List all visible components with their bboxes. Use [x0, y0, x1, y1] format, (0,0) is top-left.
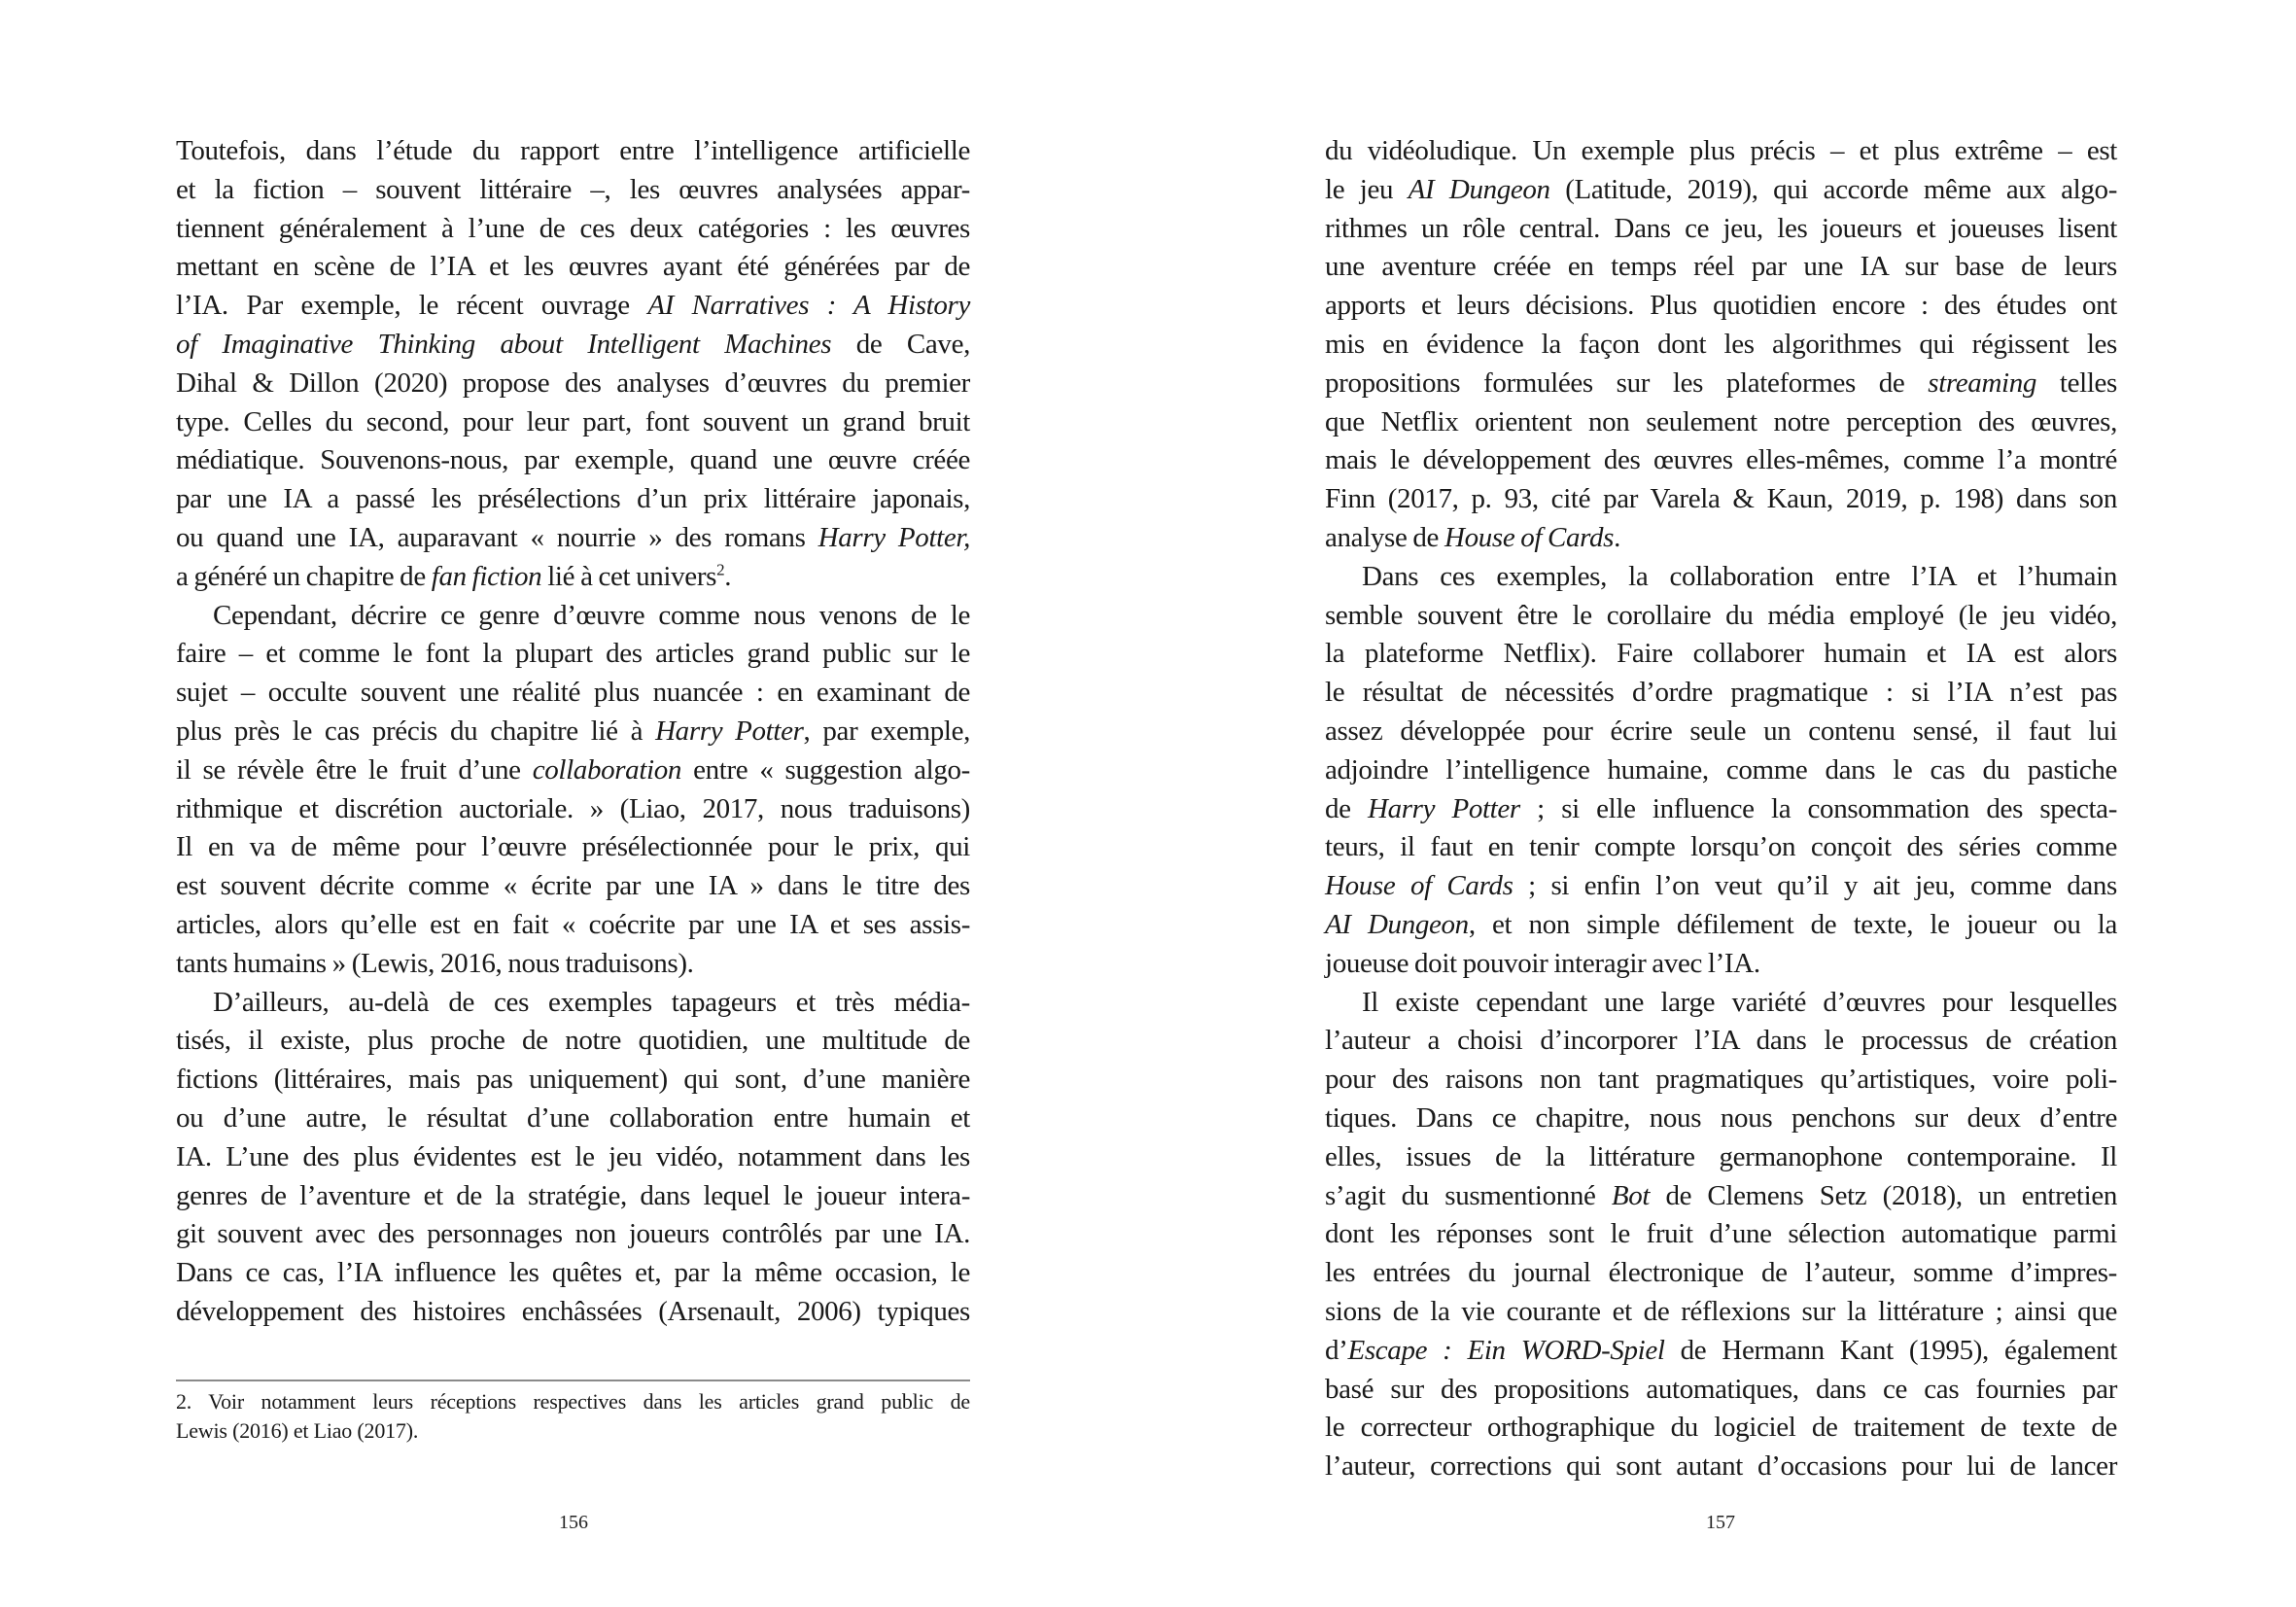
- italic-text: of Imaginative Thinking about Intelligent Machines: [176, 328, 832, 360]
- text-segment: assez développée pour écrire seule un contenu sensé, il faut lui: [1325, 715, 2117, 747]
- text-segment: de Hermann Kant (1995), également: [1664, 1334, 2117, 1366]
- text-line: [1325, 597, 2117, 636]
- text-line: [1325, 1061, 2117, 1100]
- text-line: [1325, 1138, 2117, 1177]
- text-segment: rithmique et discrétion auctoriale. » (Liao, 2017, nous traduisons): [176, 792, 970, 824]
- text-line: [1325, 287, 2117, 326]
- text-line: [1325, 132, 2117, 171]
- text-segment: sujet – occulte souvent une réalité plus nuancée : en examinant de: [176, 677, 970, 709]
- text-segment: , par exemple,: [803, 715, 970, 747]
- text-segment: développement des histoires enchâssées (Arsenault, 2006) typiques: [176, 1295, 970, 1327]
- text-line: [176, 1254, 970, 1293]
- text-segment: basé sur des propositions automatiques, dans ce cas fournies par: [1325, 1373, 2117, 1405]
- text-segment: l’IA. Par exemple, le récent ouvrage: [176, 290, 648, 322]
- footnote-line: 2. Voir notamment leurs réceptions respectives dans les articles grand public de: [176, 1389, 970, 1414]
- text-line: [176, 1177, 970, 1216]
- page-number-left: 156: [559, 1512, 588, 1533]
- text-segment: s’agit du susmentionné: [1325, 1179, 1612, 1211]
- text-segment: plus près le cas précis du chapitre lié à: [176, 715, 656, 747]
- text-segment: par une IA a passé les présélections d’un prix littéraire japonais,: [176, 483, 970, 515]
- text-segment: (Latitude, 2019), qui accorde même aux algo-: [1549, 173, 2117, 205]
- text-segment: ou d’une autre, le résultat d’une collaboration entre humain et: [176, 1101, 970, 1134]
- text-line: [176, 365, 970, 403]
- text-line: [1325, 906, 2117, 945]
- text-line: [1325, 326, 2117, 365]
- footnote-area: [176, 1380, 970, 1446]
- text-segment: d’: [1325, 1334, 1348, 1366]
- text-segment: dont les réponses sont le fruit d’une sélection automatique parmi: [1325, 1218, 2117, 1250]
- text-line: [1325, 1215, 2117, 1254]
- text-line: [1325, 1293, 2117, 1332]
- text-line: [1325, 1100, 2117, 1138]
- italic-text: streaming: [1928, 367, 2037, 399]
- text-segment: tisés, il existe, plus proche de notre quotidien, une multitude de: [176, 1025, 970, 1057]
- text-line: [1325, 1371, 2117, 1410]
- text-segment: articles, alors qu’elle est en fait « coécrite par une IA et ses assis-: [176, 908, 970, 940]
- text-segment: , et non simple défilement de texte, le joueur ou la: [1468, 908, 2118, 940]
- text-segment: mis en évidence la façon dont les algorithmes qui régissent les: [1325, 328, 2117, 360]
- text-line: [1325, 635, 2117, 674]
- text-segment: sions de la vie courante et de réflexions sur la littérature ; ainsi que: [1325, 1295, 2117, 1327]
- italic-text: House of Cards: [1444, 521, 1615, 553]
- text-line: [176, 1022, 970, 1061]
- text-line: [1325, 441, 2117, 480]
- text-line: [1325, 1448, 2117, 1486]
- text-segment: le résultat de nécessités d’ordre pragmatique : si l’IA n’est pas: [1325, 677, 2117, 709]
- text-segment: Dans ces exemples, la collaboration entre l’IA et l’humain: [1362, 560, 2117, 592]
- text-line: [176, 480, 970, 519]
- text-segment: teurs, il faut en tenir compte lorsqu’on conçoit des séries comme: [1325, 831, 2117, 863]
- text-line: [1325, 1254, 2117, 1293]
- text-segment: l’auteur, corrections qui sont autant d’occasions pour lui de lancer: [1325, 1450, 2117, 1483]
- text-segment: genres de l’aventure et de la stratégie, dans lequel le joueur intera-: [176, 1179, 970, 1211]
- text-line: [1325, 248, 2117, 287]
- italic-text: Escape : Ein WORD-Spiel: [1347, 1334, 1665, 1366]
- text-segment: l’auteur a choisi d’incorporer l’IA dans le processus de création: [1325, 1025, 2117, 1057]
- text-segment: le jeu: [1325, 173, 1409, 205]
- text-line: [176, 1100, 970, 1138]
- right-page: [1148, 0, 2296, 1607]
- text-segment: tiques. Dans ce chapitre, nous nous penchons sur deux d’entre: [1325, 1101, 2117, 1134]
- text-segment: D’ailleurs, au-delà de ces exemples tapageurs et très média-: [213, 986, 970, 1018]
- text-line: [1325, 519, 2117, 558]
- text-segment: le correcteur orthographique du logiciel de traitement de texte de: [1325, 1412, 2117, 1444]
- text-segment: Toutefois, dans l’étude du rapport entre l’intelligence artificielle: [176, 135, 970, 166]
- text-line: [176, 984, 970, 1023]
- text-segment: Il en va de même pour l’œuvre présélectionnée pour le prix, qui: [176, 831, 970, 863]
- right-page-body-text: [1325, 132, 2117, 1486]
- text-line: [1325, 403, 2117, 442]
- text-line: [176, 132, 970, 171]
- text-segment: Il existe cependant une large variété d’œuvres pour lesquelles: [1362, 986, 2117, 1018]
- text-line: [1325, 674, 2117, 713]
- text-segment: fictions (littéraires, mais pas uniquement) qui sont, d’une manière: [176, 1064, 970, 1096]
- text-line: [176, 171, 970, 210]
- text-line: [176, 210, 970, 249]
- text-segment: tants humains » (Lewis, 2016, nous traduisons).: [176, 947, 694, 979]
- text-line: [176, 597, 970, 636]
- text-segment: telles: [2036, 367, 2117, 399]
- text-line: [176, 287, 970, 326]
- text-segment: ou quand une IA, auparavant « nourrie » des romans: [176, 521, 818, 553]
- text-segment: Dihal & Dillon (2020) propose des analyses d’œuvres du premier: [176, 367, 970, 399]
- text-segment: Finn (2017, p. 93, cité par Varela & Kaun, 2019, p. 198) dans son: [1325, 483, 2117, 515]
- italic-text: AI Dungeon: [1325, 908, 1469, 940]
- text-line: [1325, 171, 2117, 210]
- text-line: [176, 1293, 970, 1332]
- text-segment: et la fiction – souvent littéraire –, les œuvres analysées appar-: [176, 173, 970, 205]
- footnote-line: Lewis (2016) et Liao (2017).: [176, 1418, 419, 1443]
- text-line: [176, 674, 970, 713]
- text-line: [176, 558, 970, 597]
- text-segment: type. Celles du second, pour leur part, font souvent un grand bruit: [176, 405, 970, 437]
- text-segment: de Cave,: [831, 328, 971, 360]
- text-segment: la plateforme Netflix). Faire collaborer humain et IA est alors: [1325, 638, 2117, 670]
- italic-text: Harry Potter,: [818, 521, 971, 553]
- text-line: [176, 326, 970, 365]
- italic-text: collaboration: [532, 753, 682, 786]
- text-line: [176, 713, 970, 751]
- italic-text: AI Dungeon: [1408, 173, 1550, 205]
- text-line: [176, 635, 970, 674]
- page-number-right: 157: [1706, 1512, 1735, 1533]
- text-segment: médiatique. Souvenons-nous, par exemple, quand une œuvre créée: [176, 444, 970, 476]
- footnote-reference: 2: [716, 560, 725, 579]
- text-segment: Dans ce cas, l’IA influence les quêtes et, par la même occasion, le: [176, 1257, 970, 1289]
- text-segment: il se révèle être le fruit d’une: [176, 753, 533, 786]
- text-line: [176, 1215, 970, 1254]
- text-line: [1325, 1332, 2117, 1371]
- text-segment: de: [1325, 792, 1368, 824]
- italic-text: Bot: [1611, 1179, 1651, 1211]
- text-line: [1325, 480, 2117, 519]
- text-segment: .: [1614, 521, 1620, 553]
- text-line: [176, 945, 970, 984]
- text-line: [1325, 1409, 2117, 1448]
- text-line: [176, 751, 970, 790]
- text-line: [176, 790, 970, 829]
- text-segment: adjoindre l’intelligence humaine, comme dans le cas du pastiche: [1325, 753, 2117, 786]
- text-segment: Cependant, décrire ce genre d’œuvre comme nous venons de le: [213, 599, 970, 631]
- text-line: [176, 248, 970, 287]
- text-segment: apports et leurs décisions. Plus quotidien encore : des études ont: [1325, 290, 2117, 322]
- text-segment: .: [724, 560, 732, 592]
- italic-text: Harry Potter: [655, 715, 804, 747]
- text-segment: pour des raisons non tant pragmatiques qu’artistiques, voire poli-: [1325, 1064, 2117, 1096]
- text-line: [176, 906, 970, 945]
- text-segment: joueuse doit pouvoir interagir avec l’IA.: [1325, 947, 1760, 979]
- text-segment: entre « suggestion algo-: [681, 753, 970, 786]
- italic-text: Harry Potter: [1368, 792, 1520, 824]
- text-segment: les entrées du journal électronique de l’auteur, somme d’impres-: [1325, 1257, 2117, 1289]
- text-segment: propositions formulées sur les plateformes de: [1325, 367, 1929, 399]
- text-line: [1325, 1022, 2117, 1061]
- left-page-body-text: [176, 132, 970, 1332]
- text-line: [1325, 945, 2117, 984]
- text-segment: a généré un chapitre de: [176, 560, 432, 592]
- text-segment: IA. L’une des plus évidentes est le jeu vidéo, notamment dans les: [176, 1140, 970, 1172]
- italic-text: House of Cards: [1325, 870, 1513, 902]
- text-segment: du vidéoludique. Un exemple plus précis – et plus extrême – est: [1325, 135, 2117, 166]
- text-line: [1325, 751, 2117, 790]
- text-line: [176, 519, 970, 558]
- text-segment: semble souvent être le corollaire du média employé (le jeu vidéo,: [1325, 599, 2117, 631]
- text-segment: ; si enfin l’on veut qu’il y ait jeu, comme dans: [1513, 870, 2117, 902]
- text-line: [176, 1138, 970, 1177]
- text-line: [1325, 210, 2117, 249]
- text-segment: rithmes un rôle central. Dans ce jeu, les joueurs et joueuses lisent: [1325, 212, 2117, 244]
- text-segment: elles, issues de la littérature germanophone contemporaine. Il: [1325, 1140, 2117, 1172]
- text-segment: lié à cet univers: [541, 560, 717, 592]
- italic-text: AI Narratives : A History: [647, 290, 970, 322]
- text-segment: ; si elle influence la consommation des specta-: [1519, 792, 2117, 824]
- text-line: [1325, 558, 2117, 597]
- text-segment: faire – et comme le font la plupart des articles grand public sur le: [176, 638, 970, 670]
- text-line: [176, 867, 970, 906]
- text-line: [176, 1061, 970, 1100]
- text-line: [176, 403, 970, 442]
- text-line: [1325, 365, 2117, 403]
- text-segment: mettant en scène de l’IA et les œuvres ayant été générées par de: [176, 251, 970, 283]
- italic-text: fan fiction: [431, 560, 542, 592]
- text-line: [176, 828, 970, 867]
- text-segment: que Netflix orientent non seulement notre perception des œuvres,: [1325, 405, 2117, 437]
- text-segment: analyse de: [1325, 521, 1444, 553]
- text-line: [1325, 828, 2117, 867]
- text-line: [176, 441, 970, 480]
- text-line: [1325, 984, 2117, 1023]
- text-line: [1325, 1177, 2117, 1216]
- text-segment: de Clemens Setz (2018), un entretien: [1650, 1179, 2117, 1211]
- text-segment: est souvent décrite comme « écrite par une IA » dans le titre des: [176, 870, 970, 902]
- footnote-separator-rule: [176, 1380, 970, 1381]
- text-segment: mais le développement des œuvres elles-mêmes, comme l’a montré: [1325, 444, 2117, 476]
- text-line: [1325, 867, 2117, 906]
- text-segment: git souvent avec des personnages non joueurs contrôlés par une IA.: [176, 1218, 970, 1250]
- text-segment: une aventure créée en temps réel par une IA sur base de leurs: [1325, 251, 2117, 283]
- text-segment: tiennent généralement à l’une de ces deux catégories : les œuvres: [176, 212, 970, 244]
- text-line: [1325, 790, 2117, 829]
- text-line: [1325, 713, 2117, 751]
